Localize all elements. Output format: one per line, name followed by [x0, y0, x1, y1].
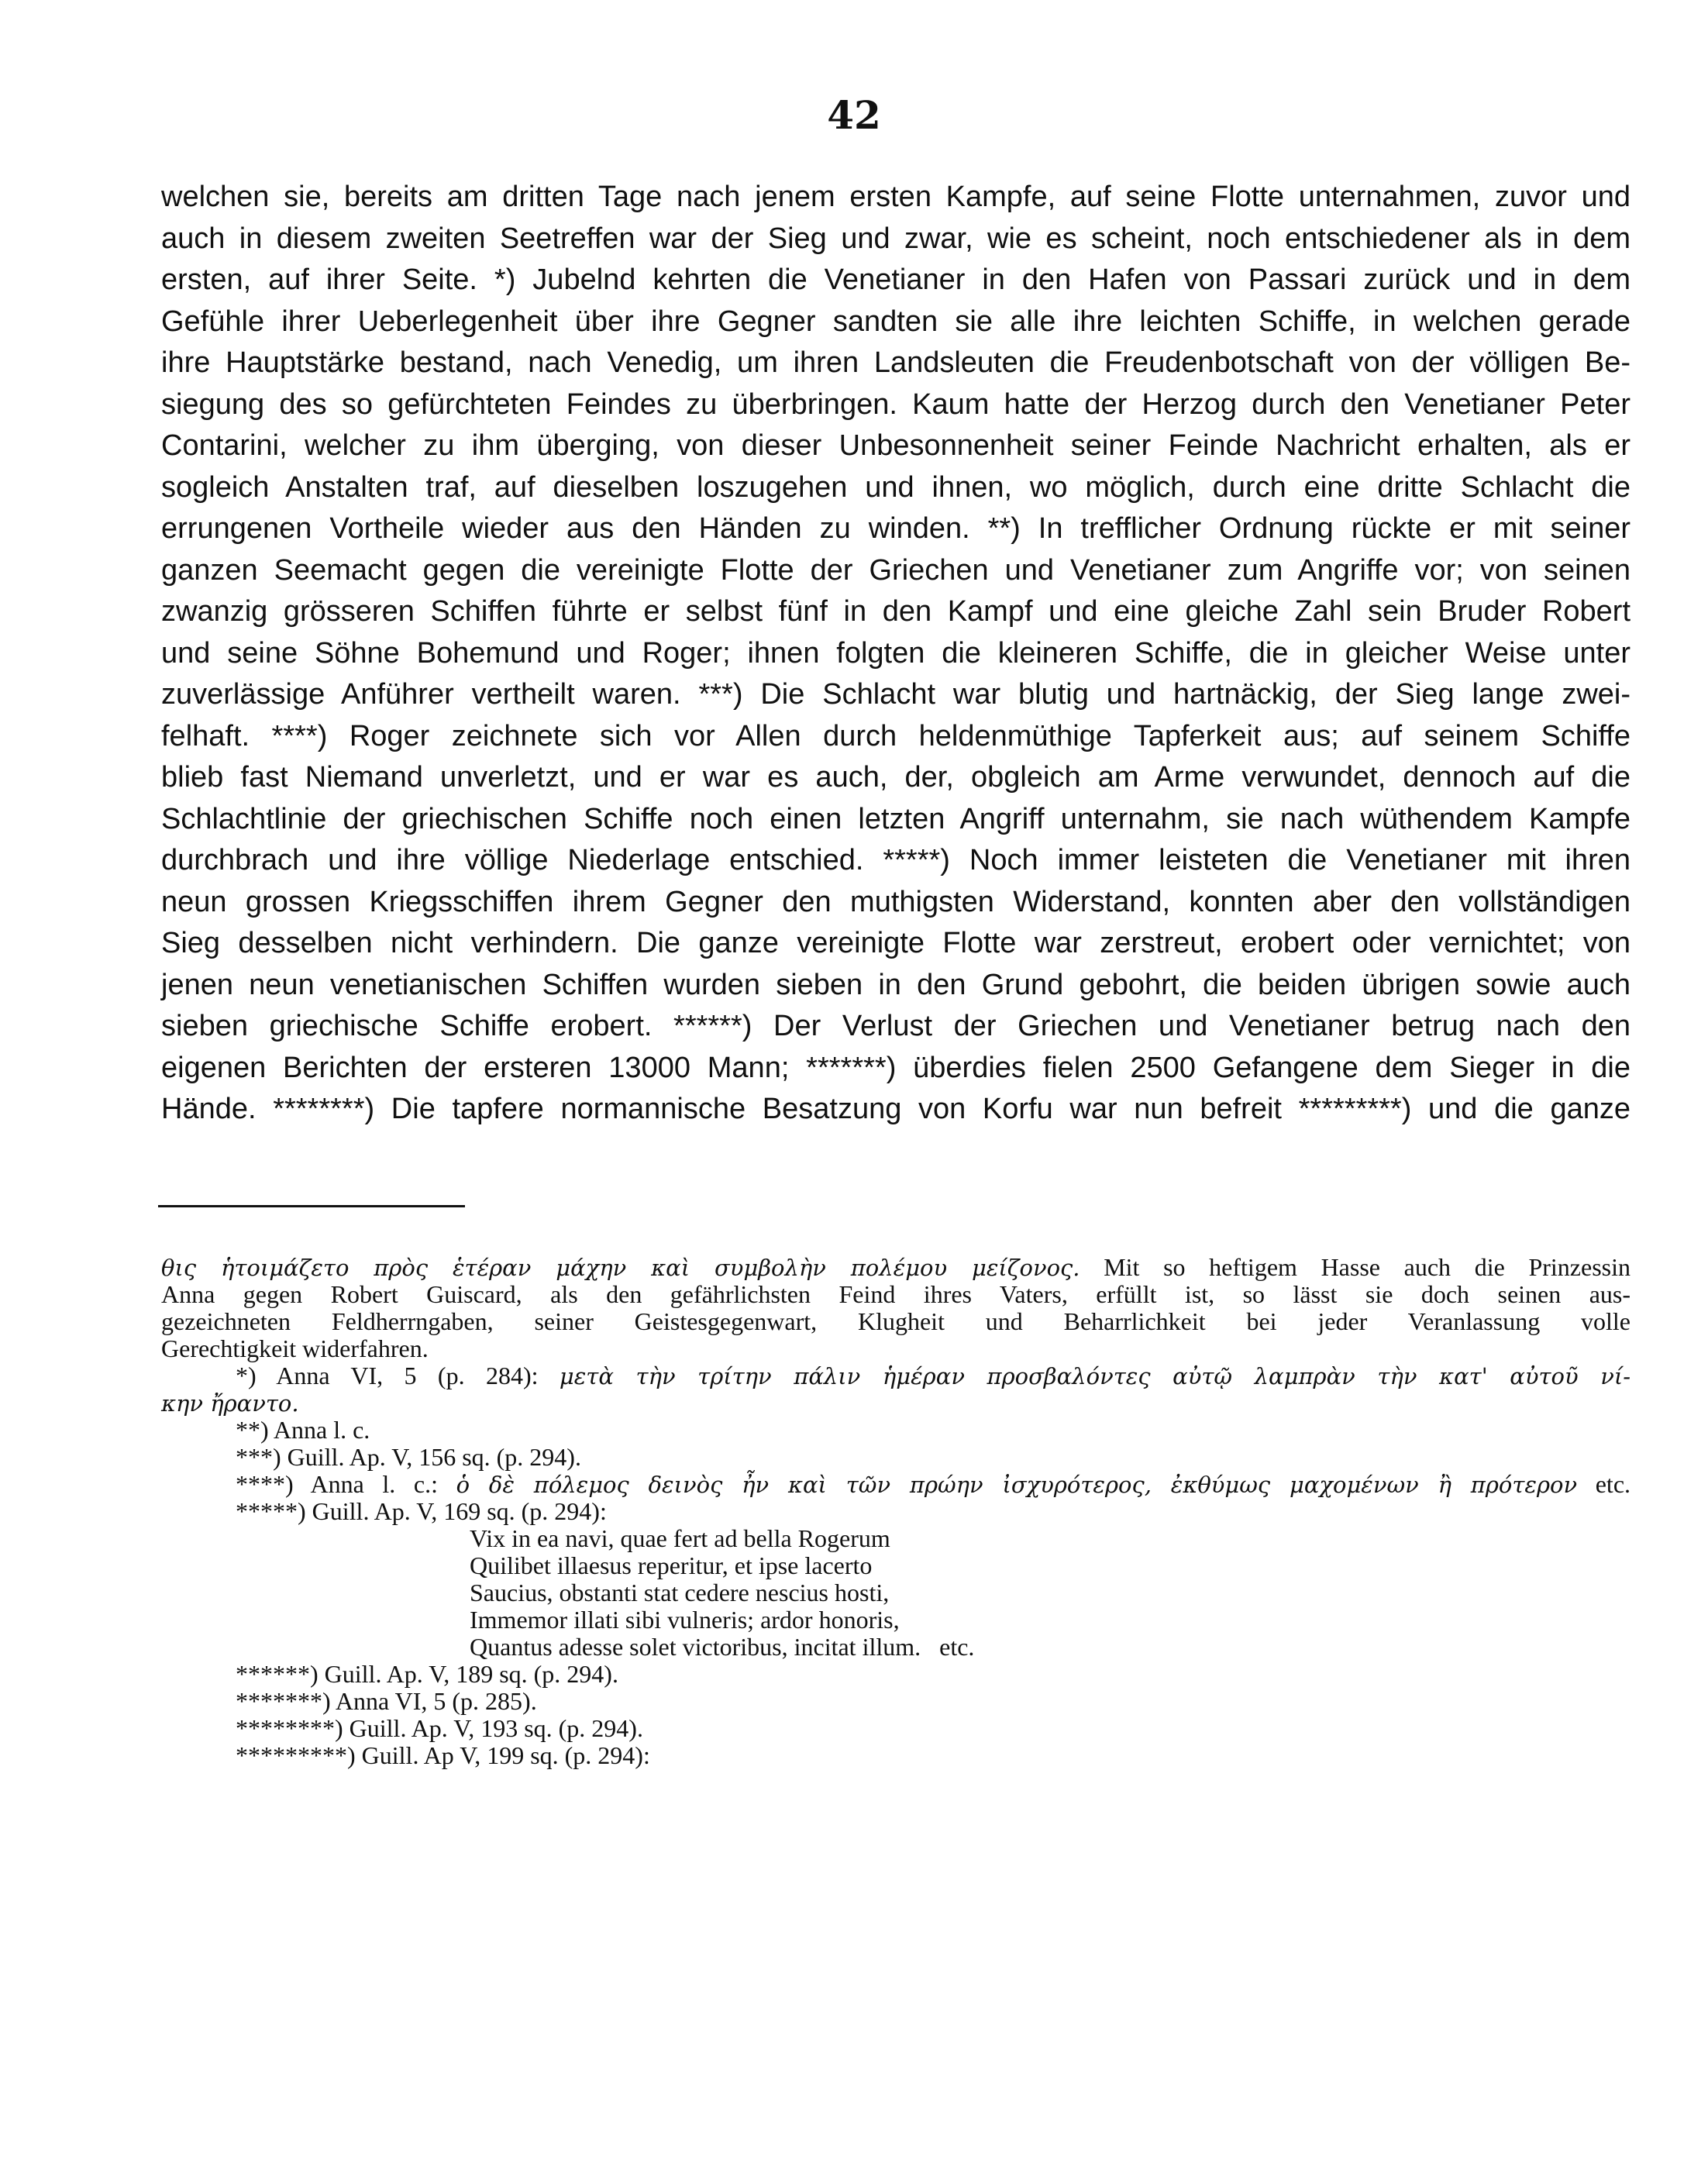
verse-line: Quantus adesse solet victoribus, incitat illum. etc. — [470, 1633, 975, 1661]
footnote-4 — [161, 1471, 1631, 1498]
footnote-5: *****) Guill. Ap. V, 169 sq. (p. 294): — [236, 1497, 607, 1525]
footnote-3: ***) Guill. Ap. V, 156 sq. (p. 294). — [236, 1443, 581, 1471]
footnote-marker: ****) Anna l. c.: — [236, 1470, 439, 1498]
footnote-1-cont — [161, 1389, 1631, 1417]
footnote-separator-rule — [158, 1205, 465, 1207]
greek-quote: θις ἡτοιμάζετο πρὸς ἑτέραν μάχην καὶ συμβολὴν πολέμου μείζονος. — [161, 1255, 1080, 1281]
greek-quote: ὁ δὲ πόλεμος δεινὸς ἦν καὶ τῶν πρώην ἰσχυρότερος, ἐκθύμως μαχομένων ἢ πρότερον — [456, 1472, 1578, 1498]
footnote-9: *********) Guill. Ap V, 199 sq. (p. 294): — [236, 1741, 650, 1769]
main-text-block — [161, 177, 1631, 1131]
main-line: auch in diesem zweiten Seetreffen war der Sieg und zwar, wie es scheint, noch entschiedener als in dem — [161, 222, 1631, 255]
verse-line: Immemor illati sibi vulneris; ardor honoris, — [470, 1606, 900, 1634]
main-line: welchen sie, bereits am dritten Tage nach jenem ersten Kampfe, auf seine Flotte unternahmen, zuvor und — [161, 181, 1631, 213]
verse-line: Quilibet illaesus reperitur, et ipse lacerto — [470, 1551, 873, 1579]
verse-line: Vix in ea navi, quae fert ad bella Rogerum — [470, 1524, 890, 1552]
main-line: siegung des so gefürchteten Feindes zu überbringen. Kaum hatte der Herzog durch den Venetianer Peter — [161, 387, 1631, 421]
main-line: ersten, auf ihrer Seite. *) Jubelnd kehrten die Venetianer in den Hafen von Passari zurück und in dem — [161, 263, 1631, 296]
main-line: und seine Söhne Bohemund und Roger; ihnen folgten die kleineren Schiffe, die in gleicher Weise unter — [161, 636, 1631, 670]
footnote-continuation-line: gezeichneten Feldherrngaben, seiner Geistesgegenwart, Klugheit und Beharrlichkeit bei jeder Veranlassung volle — [161, 1307, 1631, 1335]
footnote-7: *******) Anna VI, 5 (p. 285). — [236, 1687, 537, 1715]
main-line: errungenen Vortheile wieder aus den Händen zu winden. **) In trefflicher Ordnung rückte er mit seiner — [161, 512, 1631, 545]
main-line: eigenen Berichten der ersteren 13000 Mann; *******) überdies fielen 2500 Gefangene dem Sieger in die — [161, 1051, 1631, 1084]
main-line: sieben griechische Schiffe erobert. ******) Der Verlust der Griechen und Venetianer betrug nach den — [161, 1010, 1631, 1042]
main-line: Gefühle ihrer Ueberlegenheit über ihre Gegner sandten sie alle ihre leichten Schiffe, in welchen gerade — [161, 305, 1631, 338]
main-line: durchbrach und ihre völlige Niederlage entschied. *****) Noch immer leisteten die Venetianer mit ihren — [161, 844, 1631, 876]
footnotes-block — [161, 1254, 1631, 1769]
main-line: ganzen Seemacht gegen die vereinigte Flotte der Griechen und Venetianer zum Angriffe vor; von seinen — [161, 553, 1631, 587]
footnote-marker: *) Anna VI, 5 (p. 284): — [236, 1362, 539, 1389]
footnote-continuation-line — [161, 1254, 1631, 1281]
footnote-6: ******) Guill. Ap. V, 189 sq. (p. 294). — [236, 1660, 618, 1688]
main-line: felhaft. ****) Roger zeichnete sich vor Allen durch heldenmüthige Tapferkeit aus; auf seinem Schiffe — [161, 719, 1631, 752]
verse-line: Saucius, obstanti stat cedere nescius hosti, — [470, 1579, 890, 1606]
greek-quote: κην ἤραντο. — [161, 1390, 299, 1417]
main-line: jenen neun venetianischen Schiffen wurden sieben in den Grund gebohrt, die beiden übrigen sowie auch — [161, 968, 1631, 1001]
main-line: neun grossen Kriegsschiffen ihrem Gegner den muthigsten Widerstand, konnten aber den vollständigen — [161, 885, 1631, 918]
footnote-text: Mit so heftigem Hasse auch die Prinzessin — [1104, 1253, 1631, 1281]
main-line: Schlachtlinie der griechischen Schiffe noch einen letzten Angriff unternahm, sie nach wüthendem Kampfe — [161, 802, 1631, 835]
main-line: blieb fast Niemand unverletzt, und er war es auch, der, obgleich am Arme verwundet, dennoch auf die — [161, 761, 1631, 794]
main-line: Sieg desselben nicht verhindern. Die ganze vereinigte Flotte war zerstreut, erobert oder vernichtet; von — [161, 927, 1631, 959]
page-number: 42 — [827, 92, 881, 138]
footnote-end: etc. — [1595, 1470, 1631, 1498]
main-line: zwanzig grösseren Schiffen führte er selbst fünf in den Kampf und eine gleiche Zahl sein Bruder Robert — [161, 595, 1631, 628]
main-line: Hände. ********) Die tapfere normannische Besatzung von Korfu war nun befreit *********) und die ganze — [161, 1093, 1631, 1125]
footnote-2: **) Anna l. c. — [236, 1416, 370, 1444]
main-line: sogleich Anstalten traf, auf dieselben loszugehen und ihnen, wo möglich, durch eine dritte Schlacht die — [161, 470, 1631, 504]
main-line: Contarini, welcher zu ihm überging, von dieser Unbesonnenheit seiner Feinde Nachricht erhalten, als er — [161, 429, 1631, 462]
main-line: ihre Hauptstärke bestand, nach Venedig, um ihren Landsleuten die Freudenbotschaft von der völligen Be- — [161, 346, 1631, 379]
footnote-8: ********) Guill. Ap. V, 193 sq. (p. 294). — [236, 1714, 643, 1742]
footnote-1 — [161, 1362, 1631, 1389]
footnote-continuation-line: Gerechtigkeit widerfahren. — [161, 1334, 429, 1362]
main-line: zuverlässige Anführer vertheilt waren. ***) Die Schlacht war blutig und hartnäckig, der Sieg lange zwei- — [161, 678, 1631, 711]
greek-quote: μετὰ τὴν τρίτην πάλιν ἡμέραν προσβαλόντες αὐτῷ λαμπρὰν τὴν κατ' αὐτοῦ νί- — [559, 1363, 1631, 1389]
footnote-continuation-line: Anna gegen Robert Guiscard, als den gefährlichsten Feind ihres Vaters, erfüllt ist, so lässt sie doch seinen aus- — [161, 1280, 1631, 1308]
